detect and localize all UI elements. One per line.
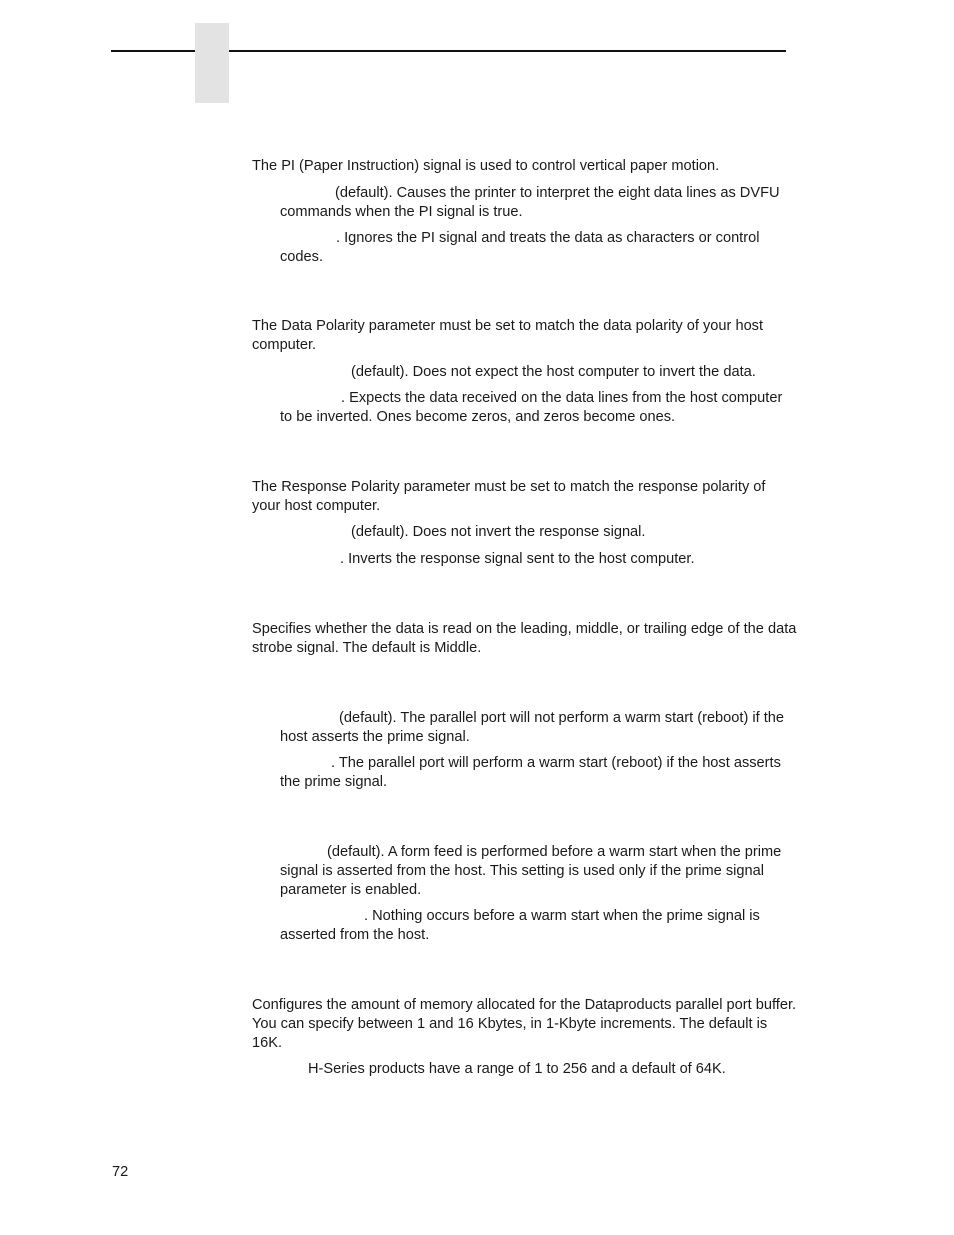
- prime-option-enable: . The parallel port will perform a warm start (reboot) if the host asserts the prime signal.: [280, 755, 781, 790]
- data-polarity-option-inverted: . Expects the data received on the data lines from the host computer to be inverted. Ones become zeros, and zeros become ones.: [280, 390, 783, 425]
- page-number: 72: [112, 1164, 129, 1180]
- response-polarity-option-inverted: . Inverts the response signal sent to the host computer.: [340, 551, 695, 567]
- buffer-note: H-Series products have a range of 1 to 256 and a default of 64K.: [308, 1061, 726, 1077]
- pi-option-disable: . Ignores the PI signal and treats the data as characters or control codes.: [280, 230, 760, 265]
- buffer-intro: Configures the amount of memory allocated for the Dataproducts parallel port buffer. You can specify between 1 and 16 Kbytes, in 1-Kbyte increments. The default is 16K.: [252, 997, 797, 1051]
- pi-option-enable: (default). Causes the printer to interpret the eight data lines as DVFU commands when the PI signal is true.: [280, 185, 780, 220]
- response-polarity-option-standard: (default). Does not invert the response signal.: [351, 524, 646, 540]
- header-rule-right: [229, 50, 786, 52]
- response-polarity-intro: The Response Polarity parameter must be set to match the response polarity of your host computer.: [252, 479, 766, 514]
- chapter-tab: [195, 23, 229, 103]
- formfeed-option-disable: . Nothing occurs before a warm start when the prime signal is asserted from the host.: [280, 908, 760, 943]
- data-polarity-option-standard: (default). Does not expect the host computer to invert the data.: [351, 364, 756, 380]
- prime-option-disable: (default). The parallel port will not perform a warm start (reboot) if the host asserts the prime signal.: [280, 710, 785, 745]
- header-rule-left: [111, 50, 195, 52]
- pi-intro: The PI (Paper Instruction) signal is used to control vertical paper motion.: [252, 158, 720, 174]
- data-polarity-intro: The Data Polarity parameter must be set to match the data polarity of your host computer.: [252, 318, 764, 353]
- strobe-intro: Specifies whether the data is read on the leading, middle, or trailing edge of the data strobe signal. The default is Middle.: [252, 621, 797, 656]
- formfeed-option-enable: (default). A form feed is performed before a warm start when the prime signal is asserted from the host. This setting is used only if the prime signal parameter is enabled.: [280, 844, 782, 898]
